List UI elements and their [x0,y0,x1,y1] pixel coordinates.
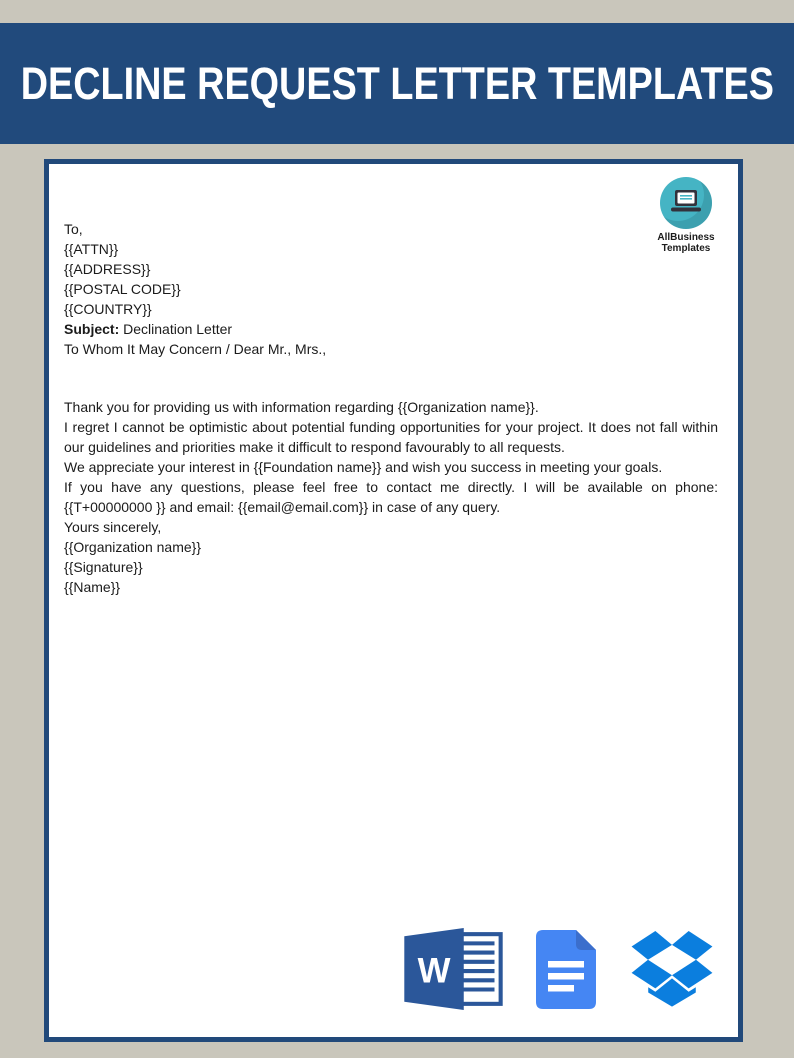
paragraph-4: If you have any questions, please feel free to contact me directly. I will be available on phone: {{T+00000000 }} and email: {{email@email.com}} in case of any query. [64,479,718,515]
closing-line: {{Signature}} [64,559,143,575]
laptop-icon [660,177,712,229]
closing-line: {{Organization name}} [64,539,201,555]
recipient-line: To, [64,221,83,237]
subject-line [64,319,718,339]
recipient-line: {{ADDRESS}} [64,261,151,277]
subject-value: Declination Letter [119,321,233,337]
recipient-line: {{COUNTRY}} [64,301,152,317]
paragraph-3: We appreciate your interest in {{Foundation name}} and wish you success in meeting your goals. [64,459,663,475]
recipient-line: {{POSTAL CODE}} [64,281,181,297]
page-title: DECLINE REQUEST LETTER TEMPLATES [20,57,774,109]
recipient-line: {{ATTN}} [64,241,119,257]
closing-block [64,517,718,597]
closing-line: {{Name}} [64,579,121,595]
paragraph-2: I regret I cannot be optimistic about potential funding opportunities for your project. It does not fall within our guidelines and priorities make it difficult to respond favourably to all requests. [64,419,718,455]
format-icons [402,928,717,1015]
allbusiness-logo [648,177,724,254]
greeting: To Whom It May Concern / Dear Mr., Mrs., [64,341,327,357]
subject-label: Subject: [64,321,120,337]
recipient-block [64,219,718,319]
letter-page [44,159,743,1042]
closing-line: Yours sincerely, [64,519,162,535]
google-docs-icon[interactable] [536,930,596,1014]
svg-text:W: W [417,951,451,991]
paragraph-1: Thank you for providing us with information regarding {{Organization name}}. [64,399,539,415]
logo-line-2: Templates [661,243,711,254]
logo-line-1: AllBusiness [657,232,715,243]
logo-text [657,232,714,254]
dropbox-icon[interactable] [627,931,717,1012]
letter-body [49,164,738,597]
title-banner [0,23,794,144]
microsoft-word-icon[interactable] [402,928,505,1015]
